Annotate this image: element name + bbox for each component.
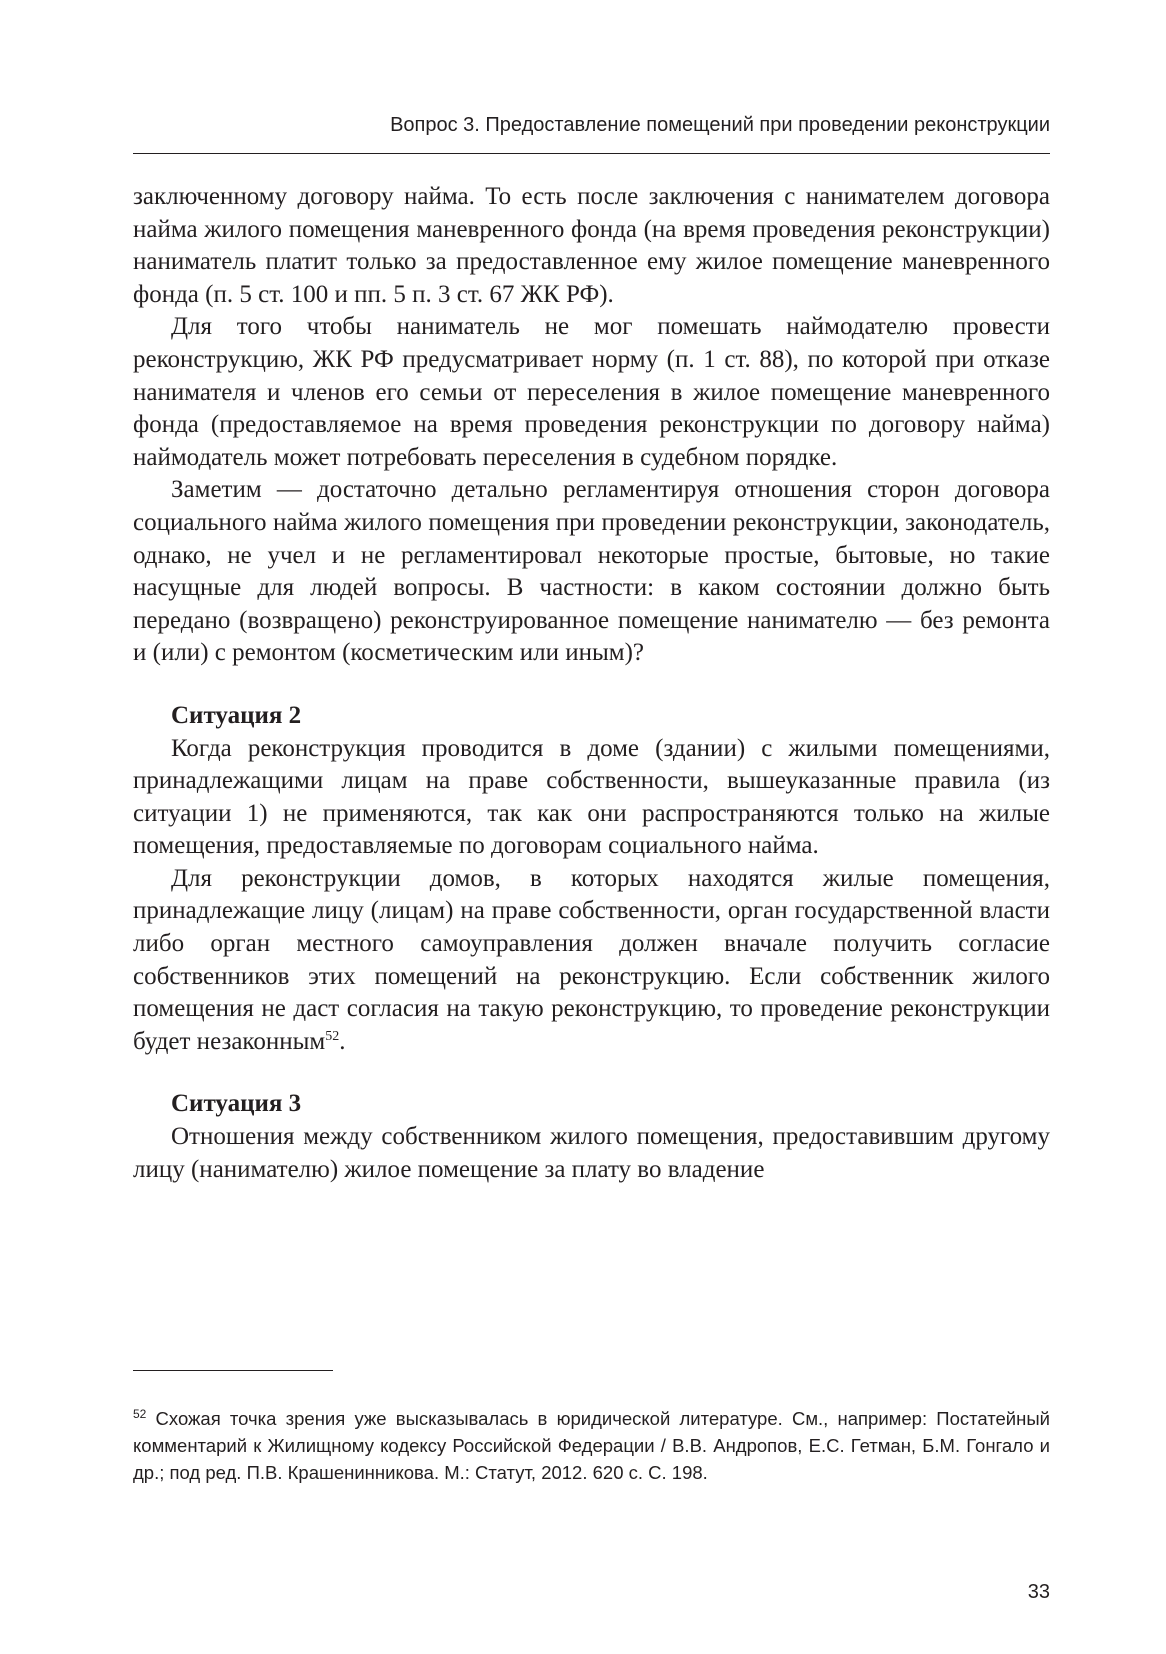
footnote-number: 52 [133,1407,147,1421]
paragraph-3: Заметим — достаточно детально регламентируя отношения сторон договора социального найма жилого помещения при проведении реконструкции, законодатель, однако, не учел и не регламентировал некоторые простые, бытовые, но такие насущные для людей вопросы. В частности: в каком состоянии должно быть передано (возвращено) реконструированное помещение нанимателю — без ремонта и (или) с ремонтом (косметическим или иным)? [133,476,1050,667]
running-head: Вопрос 3. Предоставление помещений при проведении реконструкции [390,114,1050,136]
heading-situation-2: Ситуация 2 [171,701,302,729]
footnote-52 [133,1405,1050,1486]
section-gap [133,1058,1050,1088]
section-gap [133,670,1050,700]
paragraph-2: Для того чтобы наниматель не мог помешать наймодателю провести реконструкцию, ЖК РФ предусматривает норму (п. 1 ст. 88), по которой при отказе нанимателя и членов его семьи от переселения в жилое помещение маневренного фонда (предоставляемое на время проведения реконструкции по договору найма) наймодатель может потребовать переселения в судебном порядке. [133,313,1050,471]
paragraph-5 [133,863,1050,1059]
header-rule [133,153,1050,154]
footnote-text: Схожая точка зрения уже высказывалась в юридической литературе. См., например: Постатейный комментарий к Жилищному кодексу Российской Федерации / В.В. Андропов, Е.С. Гетман, Б.М. Гонгало и др.; под ред. П.В. Крашенинникова. М.: Статут, 2012. 620 с. С. 198. [133,1408,1050,1483]
page-number: 33 [1027,1581,1050,1603]
footnote-rule [133,1370,333,1371]
paragraph-5-end: . [339,1027,346,1055]
paragraph-6: Отношения между собственником жилого помещения, предоставившим другому лицу (нанимателю) жилое помещение за плату во владение [133,1123,1050,1183]
paragraph-1: заключенному договору найма. То есть после заключения с нанимателем договора найма жилого помещения маневренного фонда (на время проведения реконструкции) наниматель платит только за предоставленное ему жилое помещение маневренного фонда (п. 5 ст. 100 и пп. 5 п. 3 ст. 67 ЖК РФ). [133,183,1050,308]
heading-situation-3: Ситуация 3 [171,1090,302,1118]
paragraph-4: Когда реконструкция проводится в доме (здании) с жилыми помещениями, принадлежащими лицам на праве собственности, вышеуказанные правила (из ситуации 1) не применяются, так как они распространяются только на жилые помещения, предоставляемые по договорам социального найма. [133,734,1050,860]
paragraph-5-text: Для реконструкции домов, в которых находятся жилые помещения, принадлежащие лицу (лицам) на праве собственности, орган государственной власти либо орган местного самоуправления должен вначале получить согласие собственников этих помещений на реконструкцию. Если собственник жилого помещения не даст согласия на такую реконструкцию, то проведение реконструкции будет незаконным [133,864,1050,1055]
footnote-ref-52[interactable]: 52 [325,1028,340,1044]
body-text [133,181,1050,1186]
